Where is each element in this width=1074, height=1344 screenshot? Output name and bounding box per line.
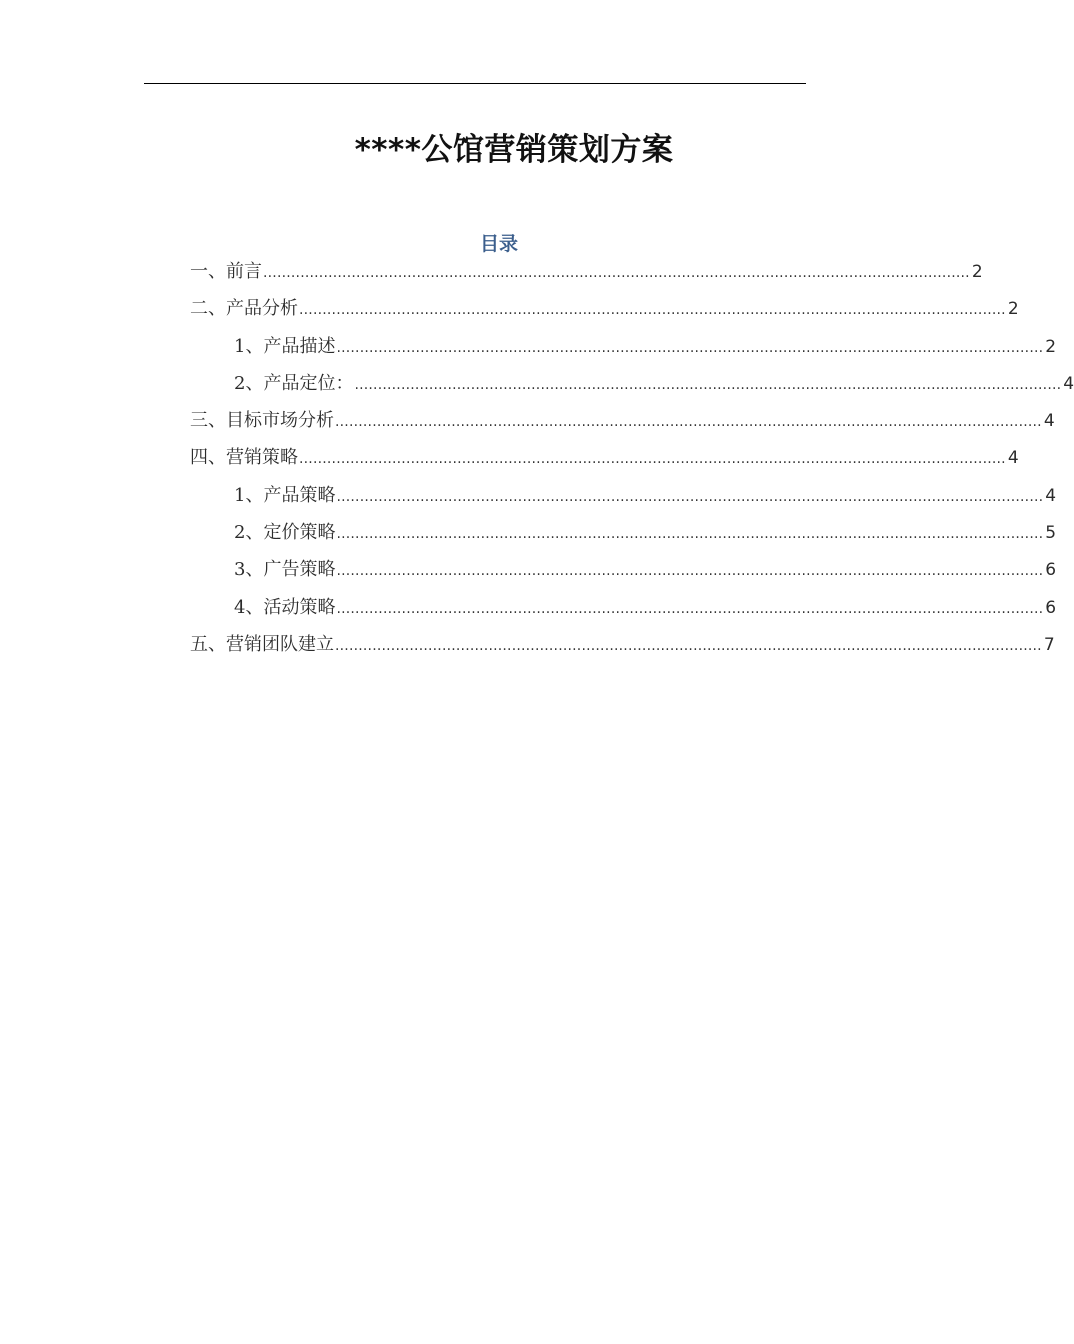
toc-entry-page: 4 bbox=[1045, 485, 1057, 506]
toc-leader-dots: ........................................................................................................................................................ bbox=[336, 563, 1044, 580]
toc-entry[interactable] bbox=[190, 295, 1019, 332]
toc-leader-dots: ........................................................................................................................................................ bbox=[263, 265, 970, 281]
toc-entry-label: 1、产品策略 bbox=[234, 484, 336, 506]
toc-entry[interactable] bbox=[190, 407, 1055, 444]
toc-entry-page: 5 bbox=[1045, 523, 1057, 544]
toc-entry-label: 五、营销团队建立 bbox=[190, 633, 334, 655]
toc-leader-dots: ........................................................................................................................................................ bbox=[336, 600, 1044, 617]
toc-entry-label: 2、产品定位： bbox=[234, 372, 354, 394]
toc-entry-page: 2 bbox=[971, 262, 983, 282]
toc-entry-label: 四、营销策略 bbox=[190, 447, 298, 469]
toc-leader-dots: ........................................................................................................................................................ bbox=[299, 451, 1006, 468]
toc-entry[interactable] bbox=[190, 444, 1019, 481]
header-rule bbox=[144, 83, 806, 84]
toc-entry-label: 1、产品描述 bbox=[234, 335, 336, 357]
toc-entry[interactable] bbox=[190, 370, 1074, 407]
toc-entry-label: 3、广告策略 bbox=[234, 559, 336, 581]
toc-entry-page: 2 bbox=[1045, 336, 1057, 357]
toc-leader-dots: ........................................................................................................................................................ bbox=[354, 376, 1062, 393]
toc-entry-page: 4 bbox=[1007, 448, 1019, 469]
table-of-contents bbox=[190, 258, 1074, 668]
toc-leader-dots: ........................................................................................................................................................ bbox=[336, 339, 1044, 356]
toc-entry-label: 一、前言 bbox=[190, 261, 262, 282]
toc-entry-page: 7 bbox=[1043, 634, 1055, 655]
toc-entry-page: 6 bbox=[1045, 597, 1057, 618]
toc-leader-dots: ........................................................................................................................................................ bbox=[336, 488, 1044, 505]
toc-entry[interactable] bbox=[190, 258, 983, 295]
toc-heading: 目录 bbox=[479, 233, 518, 255]
toc-entry-page: 4 bbox=[1063, 373, 1074, 394]
toc-entry[interactable] bbox=[190, 333, 1057, 370]
toc-entry-page: 2 bbox=[1007, 299, 1019, 320]
toc-entry-page: 4 bbox=[1043, 411, 1055, 432]
document-title: ****公馆营销策划方案 bbox=[354, 132, 674, 168]
toc-leader-dots: ........................................................................................................................................................ bbox=[335, 637, 1042, 654]
toc-entry-label: 2、定价策略 bbox=[234, 522, 336, 544]
toc-leader-dots: ........................................................................................................................................................ bbox=[335, 414, 1042, 431]
toc-entry-page: 6 bbox=[1045, 560, 1057, 581]
toc-leader-dots: ........................................................................................................................................................ bbox=[299, 302, 1006, 319]
toc-entry-label: 4、活动策略 bbox=[234, 596, 336, 618]
toc-entry-label: 三、目标市场分析 bbox=[190, 410, 334, 432]
toc-leader-dots: ........................................................................................................................................................ bbox=[336, 526, 1044, 543]
toc-entry[interactable] bbox=[190, 594, 1057, 631]
toc-entry[interactable] bbox=[190, 631, 1055, 668]
toc-entry[interactable] bbox=[190, 482, 1057, 519]
toc-entry[interactable] bbox=[190, 556, 1057, 593]
toc-entry[interactable] bbox=[190, 519, 1057, 556]
toc-entry-label: 二、产品分析 bbox=[190, 298, 298, 320]
